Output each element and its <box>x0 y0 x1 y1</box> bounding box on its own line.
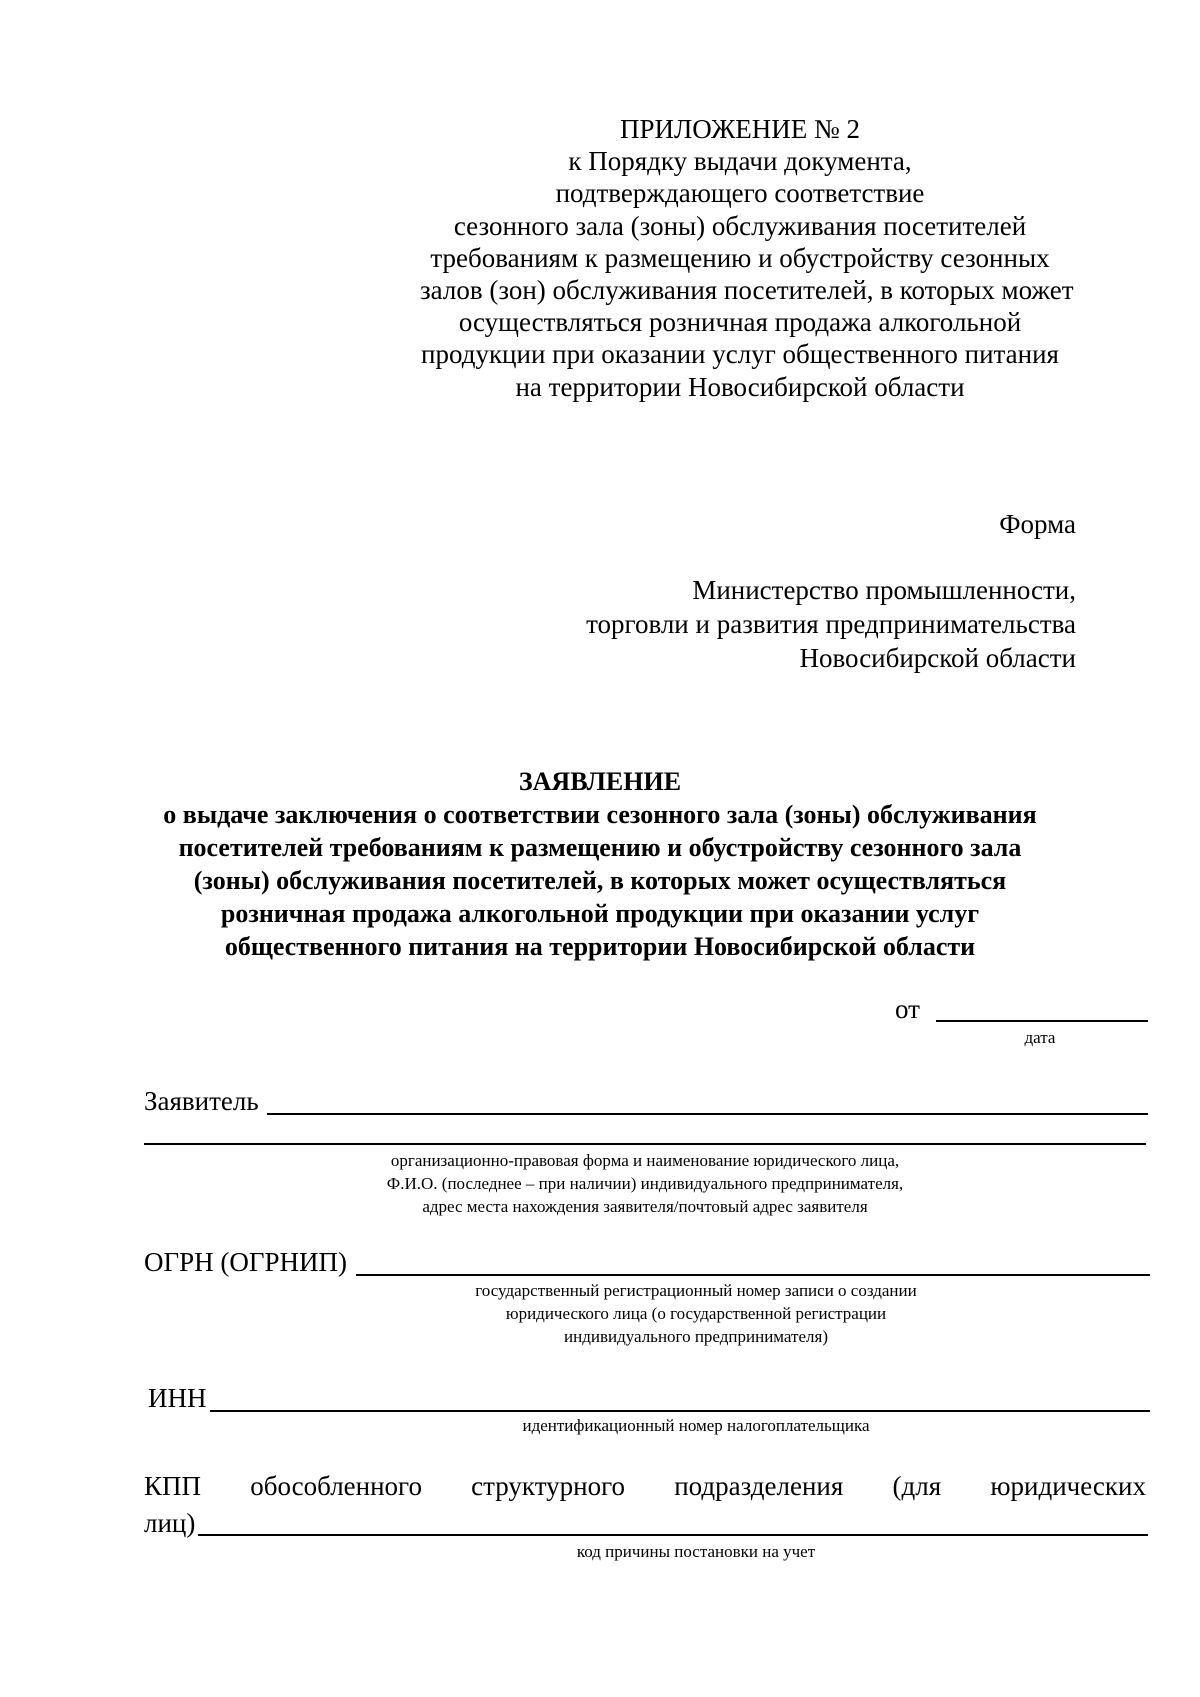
applicant-hint-line: адрес места нахождения заявителя/почтовый адрес заявителя <box>422 1197 868 1216</box>
kpp-field[interactable] <box>198 1534 1148 1536</box>
title-line: посетителей требованиям к размещению и обустройству сезонного зала <box>178 833 1022 862</box>
appendix-line: ПРИЛОЖЕНИЕ № 2 <box>619 114 861 144</box>
date-label: от <box>895 994 920 1024</box>
inn-label: ИНН <box>148 1383 207 1413</box>
title-line: общественного питания на территории Новосибирской области <box>224 932 976 961</box>
kpp-word: КПП <box>144 1471 202 1501</box>
date-hint: дата <box>1024 1028 1056 1047</box>
inn-hint: идентификационный номер налогоплательщика <box>522 1416 870 1435</box>
applicant-hint-line: Ф.И.О. (последнее – при наличии) индивидуального предпринимателя, <box>386 1174 904 1193</box>
ogrn-hint-line: государственный регистрационный номер записи о создании <box>475 1281 917 1300</box>
ogrn-field[interactable] <box>356 1274 1150 1276</box>
form-label: Форма <box>999 509 1076 539</box>
ogrn-hint-line: индивидуального предпринимателя) <box>564 1327 828 1346</box>
appendix-line: требованиям к размещению и обустройству сезонных <box>430 242 1050 273</box>
document-title <box>0 765 1200 963</box>
applicant-hint <box>144 1149 1146 1218</box>
kpp-word: подразделения <box>674 1471 844 1501</box>
kpp-word: (для <box>892 1471 942 1501</box>
appendix-line: подтверждающего соответствие <box>555 178 925 209</box>
inn-field[interactable] <box>210 1410 1150 1412</box>
addressee-line: Новосибирской области <box>799 643 1076 673</box>
title-line: (зоны) обслуживания посетителей, в которых может осуществляться <box>193 866 1007 895</box>
appendix-line: на территории Новосибирской области <box>515 371 965 402</box>
date-field[interactable] <box>936 1020 1148 1022</box>
applicant-label: Заявитель <box>144 1086 259 1116</box>
kpp-label-line <box>144 1470 1146 1502</box>
ogrn-label: ОГРН (ОГРНИП) <box>144 1247 347 1277</box>
title-line: розничная продажа алкогольной продукции при оказании услуг <box>220 899 980 928</box>
appendix-line: осуществляться розничная продажа алкогольной <box>458 307 1022 338</box>
appendix-line: залов (зон) обслуживания посетителей, в которых может <box>420 275 1074 306</box>
title-heading: ЗАЯВЛЕНИЕ <box>518 767 682 796</box>
applicant-field-line-2[interactable] <box>144 1143 1146 1145</box>
appendix-line: сезонного зала (зоны) обслуживания посетителей <box>453 210 1027 241</box>
kpp-word: юридических <box>990 1471 1146 1501</box>
ogrn-hint <box>356 1279 1036 1348</box>
addressee-block <box>586 573 1076 675</box>
addressee-line: Министерство промышленности, <box>692 575 1076 605</box>
kpp-label-end: лиц) <box>144 1508 196 1538</box>
title-line: о выдаче заключения о соответствии сезонного зала (зоны) обслуживания <box>163 800 1037 829</box>
applicant-hint-line: организационно-правовая форма и наименование юридического лица, <box>390 1151 900 1170</box>
appendix-header <box>420 113 1074 403</box>
appendix-line: к Порядку выдачи документа, <box>568 146 912 177</box>
addressee-line: торговли и развития предпринимательства <box>586 609 1076 639</box>
appendix-line: продукции при оказании услуг общественного питания <box>421 339 1059 370</box>
ogrn-hint-line: юридического лица (о государственной регистрации <box>505 1304 887 1323</box>
kpp-word: структурного <box>471 1471 625 1501</box>
kpp-word: обособленного <box>250 1471 422 1501</box>
kpp-hint: код причины постановки на учет <box>576 1542 816 1561</box>
applicant-field[interactable] <box>267 1113 1148 1115</box>
